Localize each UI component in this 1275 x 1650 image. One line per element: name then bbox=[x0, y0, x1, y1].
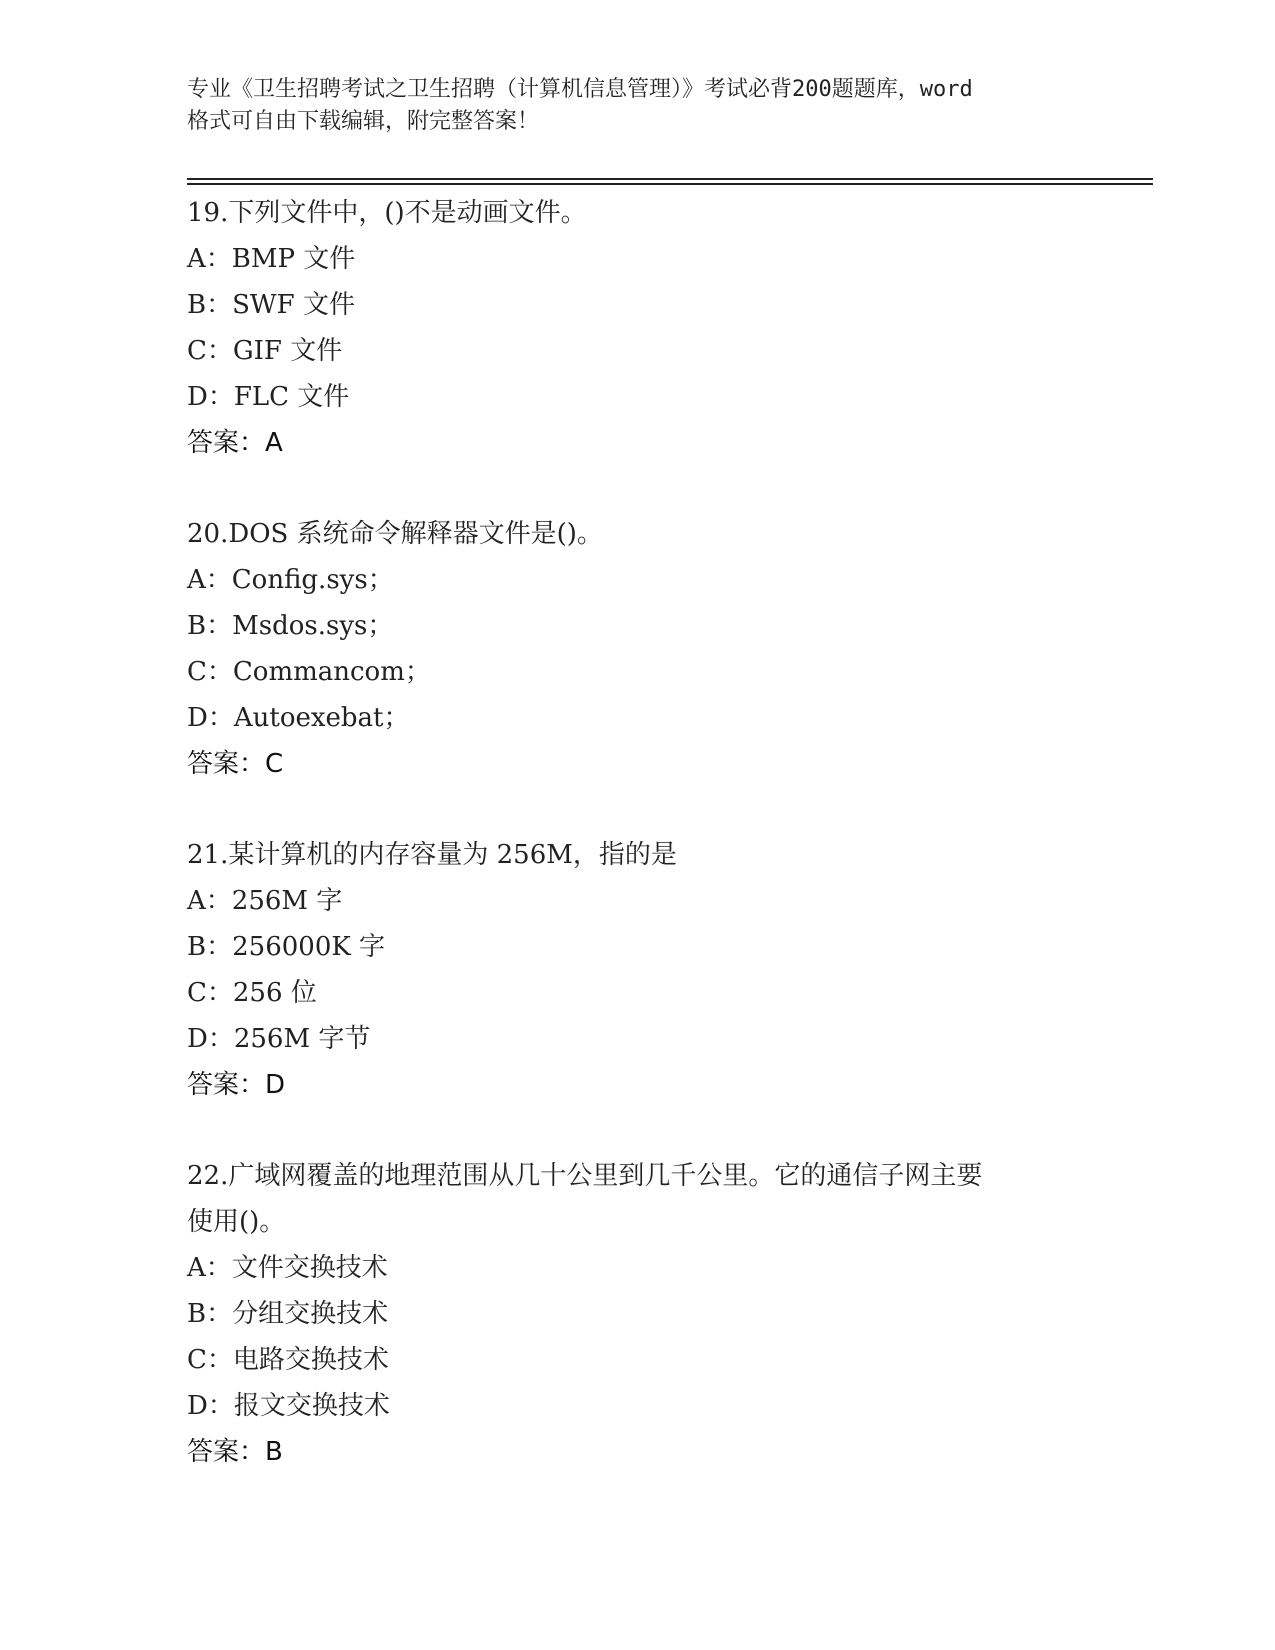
question-list bbox=[187, 190, 1087, 1520]
answer-label: 答案：D bbox=[187, 1070, 286, 1100]
option-b: B：分组交换技术 bbox=[187, 1299, 389, 1329]
question-20 bbox=[187, 511, 1087, 787]
option-c: C：256 位 bbox=[187, 978, 317, 1008]
question-19 bbox=[187, 190, 1087, 466]
option-c: C：GIF 文件 bbox=[187, 336, 343, 366]
option-d: D：报文交换技术 bbox=[187, 1391, 390, 1421]
option-a: A：256M 字 bbox=[187, 886, 343, 916]
question-stem: 19.下列文件中，()不是动画文件。 bbox=[187, 198, 587, 228]
option-a: A：文件交换技术 bbox=[187, 1253, 388, 1283]
question-stem-line-1: 22.广域网覆盖的地理范围从几十公里到几千公里。它的通信子网主要 bbox=[187, 1161, 983, 1191]
document-header bbox=[187, 74, 1087, 138]
option-b: B：256000K 字 bbox=[187, 932, 386, 962]
question-stem-line-2: 使用()。 bbox=[187, 1207, 286, 1237]
answer-label: 答案：B bbox=[187, 1437, 283, 1467]
option-d: D：FLC 文件 bbox=[187, 382, 350, 412]
header-line-1: 专业《卫生招聘考试之卫生招聘（计算机信息管理）》考试必背200题题库，word bbox=[187, 77, 973, 102]
question-stem: 20.DOS 系统命令解释器文件是()。 bbox=[187, 519, 603, 549]
option-b: B：Msdos.sys； bbox=[187, 611, 394, 641]
question-stem: 21.某计算机的内存容量为 256M，指的是 bbox=[187, 840, 677, 870]
header-divider-bottom bbox=[187, 183, 1153, 185]
option-a: A：BMP 文件 bbox=[187, 244, 356, 274]
option-a: A：Config.sys； bbox=[187, 565, 394, 595]
option-c: C：电路交换技术 bbox=[187, 1345, 389, 1375]
option-b: B：SWF 文件 bbox=[187, 290, 355, 320]
answer-label: 答案：C bbox=[187, 749, 284, 779]
option-c: C：Commancom； bbox=[187, 657, 431, 687]
question-22 bbox=[187, 1153, 1087, 1475]
answer-label: 答案：A bbox=[187, 428, 283, 458]
option-d: D：256M 字节 bbox=[187, 1024, 371, 1054]
question-21 bbox=[187, 832, 1087, 1108]
header-divider-top bbox=[187, 178, 1153, 180]
option-d: D：Autoexebat； bbox=[187, 703, 410, 733]
header-line-2: 格式可自由下载编辑，附完整答案！ bbox=[187, 109, 540, 134]
